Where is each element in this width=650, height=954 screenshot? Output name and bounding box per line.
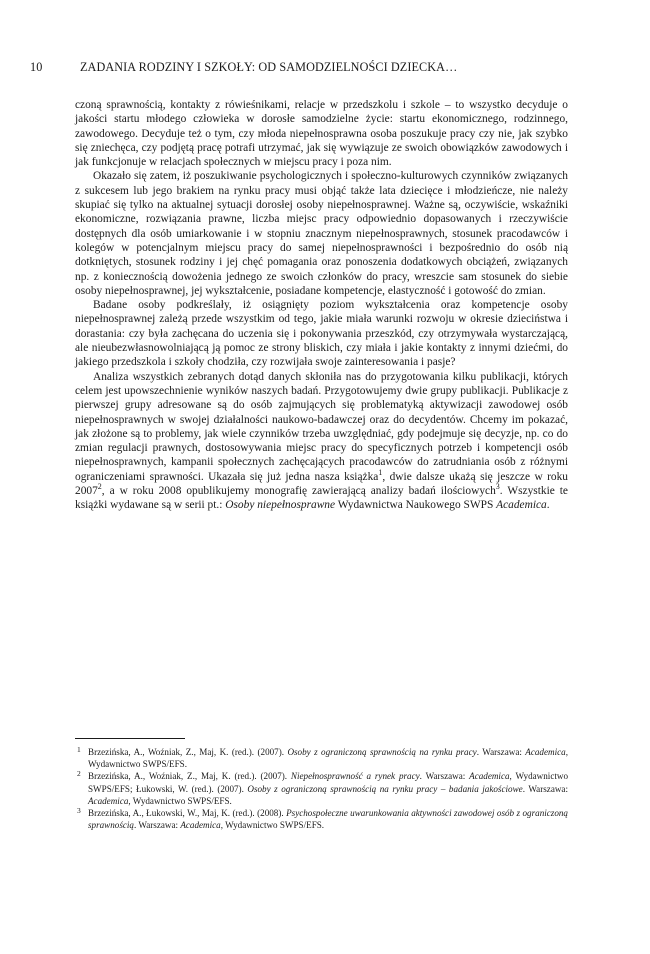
paragraph-text: , dwie dalsze ukażą się jeszcze w roku 2007 (75, 470, 568, 498)
footnote-title: Osoby z ograniczoną sprawnością na rynku pracy (287, 747, 477, 757)
paragraph-text: . Wszystkie te książki wydawane są w serii pt.: (75, 485, 568, 512)
footnote-2 (75, 770, 568, 807)
publisher-name: Academica (469, 771, 510, 782)
paragraph: Badane osoby podkreślały, iż osiągnięty poziom wykształcenia oraz kompetencje osoby niepełnosprawnej zależą przede wszystkim od tego, jakie miała warunki rozwoju w okresie dzieciństwa i dorastania: czy była zachęcana do uczenia się i pokonywania przeszkód, czy otrzymywała wystarczającą, ale nieubezwłasnowolniającą ją pomoc ze strony bliskich, czy miała i jakie kontakty z innymi dziećmi, do jakiego przedszkola i szkoły chodziła, czy rozwijała swoje zainteresowania i pasje? (75, 299, 568, 369)
footnote-3 (75, 807, 568, 831)
footnote-text: . Warszawa: (476, 747, 526, 757)
footnote-mark: 3 (77, 806, 81, 816)
footnote-text: Brzezińska, A., Woźniak, Z., Maj, K. (red.). (2007). (88, 747, 288, 757)
series-title: Osoby niepełnosprawne (225, 499, 336, 512)
paragraph (75, 370, 568, 513)
footnote-text: , Wydawnictwo SWPS/EFS. (220, 820, 325, 831)
paragraph-text: Wydawnictwa Naukowego SWPS (335, 499, 497, 512)
footnote-reference: 1 (378, 467, 383, 477)
footnote-title: Osoby z ograniczoną sprawnością na rynku pracy – badania jakościowe (247, 783, 523, 794)
footnote-reference: 2 (97, 482, 102, 492)
running-title: ZADANIA RODZINY I SZKOŁY: OD SAMODZIELNOŚCI DZIECKA… (80, 60, 458, 74)
paragraph-text: , a w roku 2008 opublikujemy monografię zawierającą analizy badań ilościowych (101, 485, 496, 498)
footnote-text: Brzezińska, A., Łukowski, W., Maj, K. (red.). (2008). (88, 808, 287, 819)
publisher-name: Academica (88, 795, 129, 806)
paragraph-text: Analiza wszystkich zebranych dotąd danych skłoniła nas do przygotowania kilku publikacji, których celem jest upowszechnienie wyników naszych badań. Przygotowujemy dwie grupy publikacji. Publikacje z pierwszej grupy adresowane są do osób zajmujących się problematyką aktywizacji zawodowej osób niepełnosprawnych w swojej działalności naukowo-badawczej oraz do decydentów. Chcemy im pokazać, jak złożone są to problemy, jak wiele czynników trzeba uwzględniać, gdy podejmuje się decyzje, np. co do zmian regulacji prawnych, dostosowywania miejsc pracy do specyficznych potrzeb i kompetencji osób niepełnosprawnych, kampanii społecznych zachęcających pracodawców do zatrudniania osób z różnymi ograniczeniami sprawności. Ukazała się już jedna nasza książka (75, 370, 568, 483)
running-header (30, 60, 610, 75)
footnote-title: Niepełnosprawność a rynek pracy (290, 771, 420, 782)
paragraph: Okazało się zatem, iż poszukiwanie psychologicznych i społeczno-kulturowych czynników związanych z sukcesem lub jego brakiem na rynku pracy musi objąć także lata dziecięce i młodzieńcze, nie należy skupiać się tylko na aktualnej sytuacji dorosłej osoby niepełnosprawnej. Ważne są, oczywiście, wskaźniki ekonomiczne, rozwiązania prawne, liczba miejsc pracy odpowiednio dopasowanych i rzeczywiście dostępnych dla osób umiarkowanie i w stopniu znacznym niepełnosprawnych, stosunek pracodawców i kolegów w potencjalnym miejscu pracy do samej niepełnosprawności i bezpośrednio do osób nią dotkniętych, stosunek rodziny i jej chęć pomagania oraz ponoszenia dodatkowych obciążeń, związanych np. z koniecznością dowożenia jednego ze swoich członków do pracy, wreszcie sam stosunek do siebie osoby niepełnosprawnej, jej wykształcenie, posiadane kompetencje, elastyczność i gotowość do zmian. (75, 170, 568, 297)
publisher-name: Academica (180, 820, 221, 831)
footnote-text: . Warszawa: (522, 783, 568, 794)
footnote-mark: 2 (77, 769, 81, 779)
paragraph-text: . (546, 499, 550, 512)
footnote-title: Psychospołeczne uwarunkowania aktywności zawodowej osób z ograniczoną sprawnością (88, 808, 568, 831)
footnote-text: , Wydawnictwo SWPS/EFS; Łukowski, W. (red.). (2007). (88, 771, 568, 794)
footnote-text: . Warszawa: (133, 820, 181, 831)
footnote-mark: 1 (77, 745, 81, 754)
paragraph: czoną sprawnością, kontakty z rówieśnikami, relacje w przedszkolu i szkole – to wszystko decyduje o jakości startu młodego człowieka w dorosłe samodzielne życie: startu ekonomicznego, rodzinnego, zawodowego. Decyduje też o tym, czy młoda niepełnosprawna osoba poszukuje pracy czy nie, jak szybko się zniechęca, czy podjętą pracę potrafi utrzymać, jak się wywiązuje ze swoich obowiązków zawodowych i jak funkcjonuje w relacjach społecznych w miejscu pracy i poza nim. (75, 99, 568, 169)
footnote-reference: 3 (495, 482, 500, 492)
footnote-divider (75, 738, 185, 739)
page-number: 10 (30, 60, 43, 74)
footnote-1 (75, 746, 568, 770)
footnote-text: , Wydawnictwo SWPS/EFS. (128, 795, 232, 806)
main-text (75, 98, 568, 513)
footnote-text: , Wydawnictwo SWPS/EFS. (88, 747, 568, 770)
publisher-name: Academica (525, 747, 566, 757)
footnote-text: Brzezińska, A., Woźniak, Z., Maj, K. (red.). (2007). (88, 771, 291, 782)
footnote-text: . Warszawa: (419, 771, 470, 782)
publisher-name: Academica (496, 499, 547, 512)
footnotes (75, 746, 568, 831)
